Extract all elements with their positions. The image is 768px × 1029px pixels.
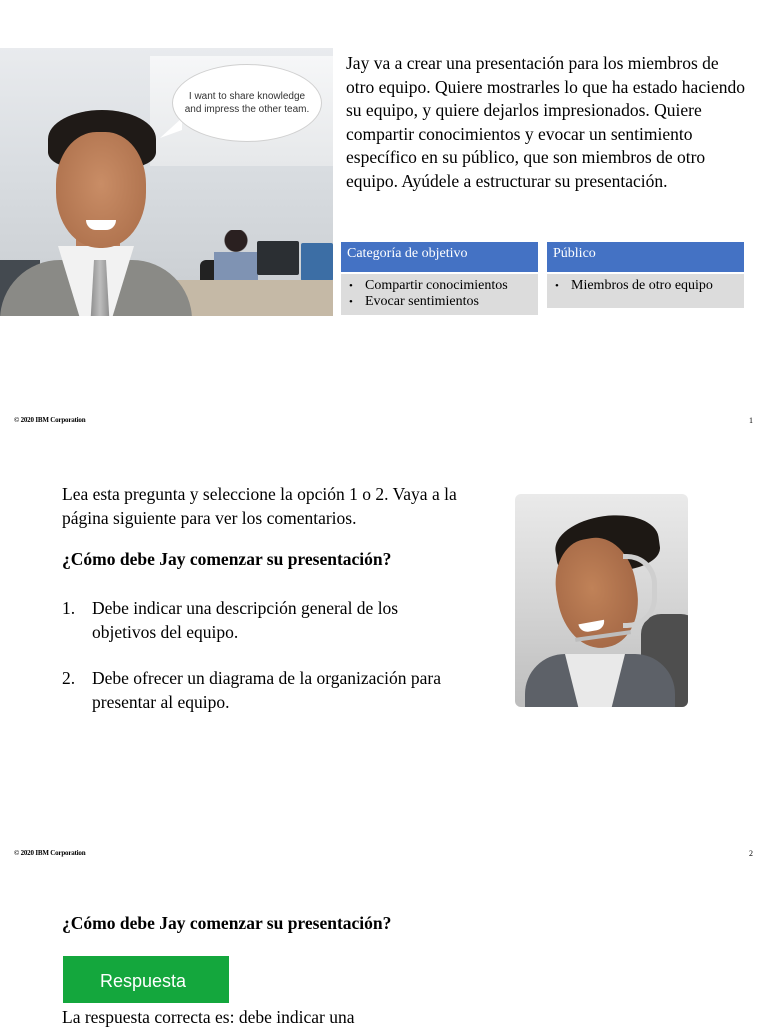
page-number: 2 [749,849,753,858]
question-heading: ¿Cómo debe Jay comenzar su presentación? [62,913,392,933]
objective-category-cell [341,274,538,315]
option-text: Debe indicar una descripción general de los objetivos del equipo. [92,598,399,642]
answer-button[interactable]: Respuesta [63,956,229,1003]
scenario-description: Jay va a crear una presentación para los miembros de otro equipo. Quiere mostrarles lo que ha estado haciendo su equipo, y quiere dejarlos impresionados. Quiere compartir conocimientos y evocar un sentimiento específico en su público, que son miembros de otro equipo. Ayúdele a estructurar su presentación. [346,53,745,191]
instructions-text: Lea esta pregunta y seleccione la opción 1 o 2. Vaya a la página siguiente para ver los comentarios. [62,484,457,528]
audience-list [553,278,738,294]
answer-text: La respuesta correcta es: debe indicar una [62,1007,355,1027]
option-number: 1. [62,598,76,618]
question-heading: ¿Cómo debe Jay comenzar su presentación? [62,549,392,569]
jay-headset-photo [515,494,688,707]
answer-options [62,596,462,736]
audience-cell [547,274,744,308]
speech-bubble [172,64,322,142]
list-item: • Evocar sentimientos [365,294,532,310]
footer-copyright: © 2020 IBM Corporation [14,849,86,857]
objective-list [347,278,532,310]
option-number: 2. [62,668,76,688]
audience-header: Público [547,242,744,272]
list-item: • Miembros de otro equipo [571,278,738,294]
footer-copyright: © 2020 IBM Corporation [14,416,86,424]
objective-category-header: Categoría de objetivo [341,242,538,272]
option-1[interactable] [62,596,462,644]
speech-bubble-text: I want to share knowledge and impress the other team. [184,91,310,115]
option-2[interactable] [62,666,462,714]
page-number: 1 [749,416,753,425]
option-text: Debe ofrecer un diagrama de la organización para presentar al equipo. [92,668,442,712]
list-item: • Compartir conocimientos [365,278,532,294]
